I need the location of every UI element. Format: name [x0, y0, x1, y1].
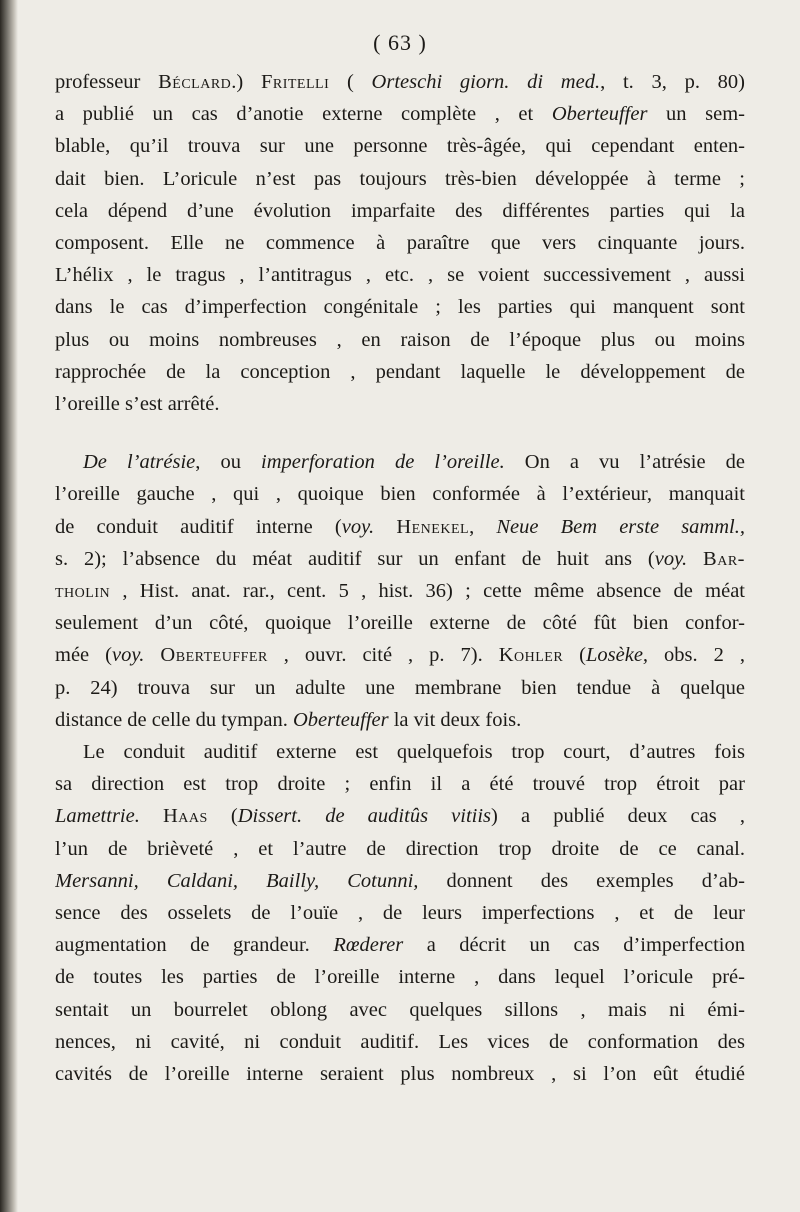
text-line [55, 929, 745, 961]
text-segment: professeur [55, 71, 159, 93]
paragraph-gap [55, 420, 745, 446]
text-line [55, 736, 745, 768]
text-segment: , ouvr. cité , p. 7). [267, 644, 499, 667]
text-segment: dans le cas d’imperfection congénitale ; les parties qui manquent sont [55, 296, 745, 319]
text-line [55, 356, 745, 388]
small-caps-segment: Oberteuffer [160, 644, 268, 667]
text-line [55, 639, 745, 671]
text-line [55, 672, 745, 704]
small-caps-segment: Bar- [703, 547, 745, 570]
text-segment: p. 24) trouva sur un adulte une membrane bien tendue à quelque [55, 676, 745, 699]
small-caps-segment: Haas [162, 805, 208, 828]
text-line [55, 163, 745, 195]
text-line [55, 446, 745, 478]
text-segment: composent. Elle ne commence à paraître que vers cinquante jours. [55, 232, 745, 255]
text-segment: augmentation de grandeur. [55, 934, 334, 957]
italic-segment: Oberteuffer [551, 103, 648, 126]
text-segment: sence des osselets de l’ouïe , de leurs imperfections , et de leur [55, 902, 745, 925]
text-segment: plus ou moins nombreuses , en raison de l’époque plus ou moins [55, 328, 745, 351]
text-segment: dait bien. L’oricule n’est pas toujours très-bien développée à terme ; [55, 167, 745, 190]
text-segment: seulement d’un côté, quoique l’oreille externe de côté fût bien confor- [55, 612, 745, 635]
text-segment: mée ( [55, 644, 112, 667]
text-segment: cavités de l’oreille interne seraient plus nombreux , si l’on eût étudié [55, 1063, 745, 1086]
text-segment: a décrit un cas d’imperfection [403, 934, 745, 957]
text-segment [374, 516, 396, 538]
italic-segment: imperforation de l’oreille. [261, 451, 505, 474]
small-caps-segment: Henekel [396, 515, 470, 538]
text-line [55, 865, 745, 897]
small-caps-segment: Kohler [498, 644, 564, 667]
italic-segment: De l’atrésie [83, 451, 196, 474]
small-caps-segment: tholin [55, 580, 111, 603]
body-text [55, 66, 745, 1090]
text-segment: obs. 2 , [648, 644, 745, 667]
text-line [55, 961, 745, 993]
text-line [55, 704, 745, 736]
italic-segment: Dissert. de auditûs vitiis [237, 805, 492, 828]
text-segment: l’oreille s’est arrêté. [55, 393, 220, 416]
text-segment: cela dépend d’une évolution imparfaite des différentes parties qui la [55, 199, 745, 222]
text-segment: ( [563, 644, 586, 667]
text-line [55, 388, 745, 420]
text-segment: L’hélix , le tragus , l’antitragus , etc. , se voient successivement , aussi [55, 264, 745, 287]
text-line [55, 478, 745, 510]
text-line [55, 98, 745, 130]
page-number: ( 63 ) [373, 30, 427, 55]
text-line [55, 511, 745, 543]
text-segment: a publié un cas d’anotie externe complète , et [55, 103, 552, 126]
text-line [55, 543, 745, 575]
text-segment: , [469, 515, 497, 538]
small-caps-segment: Fritelli [260, 71, 330, 93]
italic-segment: voy. [654, 547, 688, 570]
italic-segment: Neue Bem erste samml., [496, 515, 745, 538]
text-line [55, 195, 745, 227]
italic-segment: Lamettrie. [55, 805, 140, 828]
text-segment: un sem- [647, 103, 745, 126]
text-segment: de conduit auditif interne ( [55, 515, 342, 538]
text-line [55, 130, 745, 162]
italic-segment: Rœderer [333, 934, 404, 957]
text-line [55, 768, 745, 800]
text-segment: sa direction est trop droite ; enfin il a été trouvé trop étroit par [55, 773, 745, 796]
text-line [55, 897, 745, 929]
text-line [55, 833, 745, 865]
text-segment: sentait un bourrelet oblong avec quelques sillons , mais ni émi- [55, 998, 745, 1021]
text-line [55, 291, 745, 323]
italic-segment: voy. [111, 644, 145, 667]
italic-segment: Mersanni, Caldani, Bailly, Cotunni, [55, 869, 419, 892]
text-segment: , ou [195, 451, 261, 474]
text-segment: la vit deux fois. [388, 708, 522, 731]
small-caps-segment: Béclard [158, 71, 232, 93]
text-segment: ( [207, 805, 238, 828]
text-segment: l’un de brièveté , et l’autre de direction trop droite de ce canal. [55, 837, 745, 860]
italic-segment: Oberteuffer [292, 708, 389, 731]
italic-segment: voy. [341, 515, 375, 538]
text-line [55, 800, 745, 832]
text-segment: ) a publié deux cas , [491, 805, 745, 828]
italic-segment: Losèke, [586, 644, 649, 667]
text-segment: .) [231, 71, 261, 93]
text-segment: blable, qu’il trouva sur une personne très-âgée, qui cependant enten- [55, 135, 745, 158]
text-segment: On a vu l’atrésie de [504, 451, 745, 474]
text-segment: ( [329, 71, 372, 93]
text-line [55, 607, 745, 639]
text-segment [687, 548, 703, 570]
text-line [55, 994, 745, 1026]
text-line [55, 1058, 745, 1090]
text-segment: donnent des exemples d’ab- [418, 869, 745, 892]
text-segment: distance de celle du tympan. [55, 708, 293, 731]
text-line [55, 324, 745, 356]
text-segment: , t. 3, p. 80) [600, 71, 745, 93]
text-line [55, 1026, 745, 1058]
text-segment: nences, ni cavité, ni conduit auditif. Les vices de conformation des [55, 1030, 745, 1053]
text-segment: Le conduit auditif externe est quelquefois trop court, d’autres fois [83, 741, 745, 764]
text-segment [144, 644, 160, 666]
text-line [55, 259, 745, 291]
text-line [55, 66, 745, 98]
text-segment [140, 805, 163, 827]
text-segment: l’oreille gauche , qui , quoique bien conformée à l’extérieur, manquait [55, 483, 745, 506]
italic-segment: Orteschi giorn. di med. [371, 71, 601, 93]
text-segment: rapprochée de la conception , pendant laquelle le développement de [55, 360, 745, 383]
text-segment: , Hist. anat. rar., cent. 5 , hist. 36) ; cette même absence de méat [110, 580, 745, 603]
text-segment: s. 2); l’absence du méat auditif sur un enfant de huit ans ( [55, 547, 655, 570]
text-line [55, 575, 745, 607]
text-segment: de toutes les parties de l’oreille interne , dans lequel l’oricule pré- [55, 966, 745, 989]
text-line [55, 227, 745, 259]
